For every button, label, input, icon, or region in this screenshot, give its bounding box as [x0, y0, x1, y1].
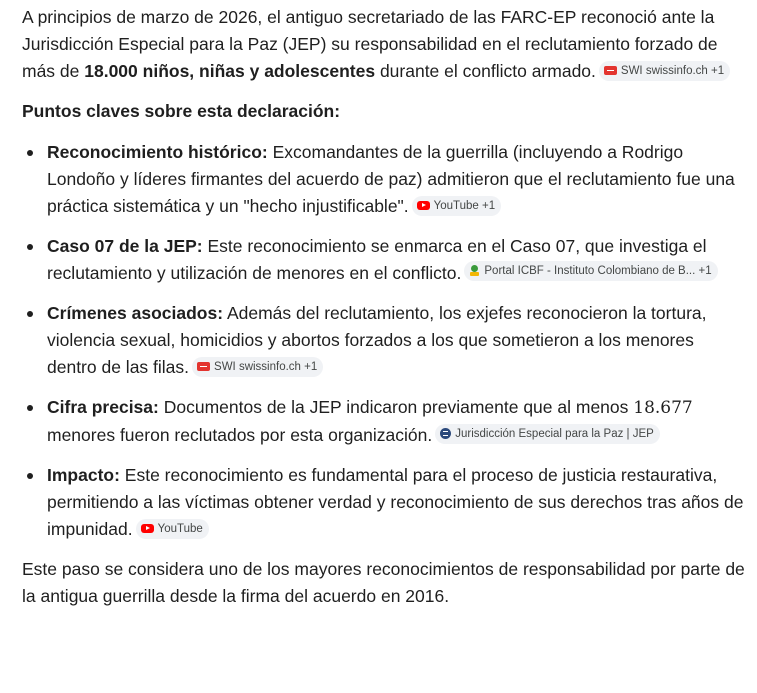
- item-title: Reconocimiento histórico:: [47, 142, 268, 162]
- item-text: Además del reclutamiento, los exjefes reconocieron la tortura, violencia sexual, homicidios y abortos forzados a los que sometieron a los menores dentro de las filas.: [47, 303, 707, 377]
- chip-label: Portal ICBF - Instituto Colombiano de B... +1: [484, 265, 712, 277]
- chip-label: Jurisdicción Especial para la Paz | JEP: [455, 427, 654, 440]
- item-title: Impacto:: [47, 465, 120, 485]
- chip-label: SWI swissinfo.ch +1: [214, 360, 318, 373]
- item-title: Cifra precisa:: [47, 397, 159, 417]
- key-points-list: [22, 139, 747, 543]
- item-title: Crímenes asociados:: [47, 303, 224, 323]
- jep-icon: [440, 428, 451, 439]
- intro-text-end: durante el conflicto armado.: [375, 61, 596, 81]
- source-chip-jep[interactable]: [435, 424, 660, 444]
- list-item-crimenes: [22, 300, 747, 381]
- source-chip-icbf[interactable]: [464, 261, 717, 281]
- chip-label: SWI swissinfo.ch +1: [620, 64, 725, 77]
- item-text: Este reconocimiento se enmarca en el Caso 07, que investiga el reclutamiento y utilización de menores en el conflicto.: [47, 236, 707, 283]
- item-text: Este reconocimiento es fundamental para el proceso de justicia restaurativa, permitiendo a las víctimas obtener verdad y reconocimiento de sus derechos tras años de impunidad.: [47, 465, 744, 539]
- intro-text: A principios de marzo de 2026, el antiguo secretariado de las FARC-EP reconoció ante la Jurisdicción Especial para la Paz (JEP) su responsabilidad en el reclutamiento forzado de más de: [22, 7, 718, 81]
- intro-bold: 18.000 niños, niñas y adolescentes: [84, 61, 376, 81]
- chip-label: YouTube +1: [433, 199, 496, 212]
- swissinfo-icon: [604, 66, 617, 75]
- item-text-end: menores fueron reclutados por esta organización.: [47, 425, 433, 445]
- closing-paragraph: Este paso se considera uno de los mayores reconocimientos de responsabilidad por parte de la antigua guerrilla desde la firma del acuerdo en 2016.: [22, 559, 745, 606]
- item-number: 18.677: [633, 398, 693, 418]
- list-item-cifra: [22, 394, 747, 449]
- list-item-caso07: [22, 233, 747, 287]
- source-chip-youtube[interactable]: [136, 519, 209, 539]
- source-chip-youtube[interactable]: [412, 196, 502, 216]
- item-text: Excomandantes de la guerrilla (incluyendo a Rodrigo Londoño y líderes firmantes del acuerdo de paz) admitieron que el reclutamiento fue una práctica sistemática y un "hecho injustificable".: [47, 142, 735, 216]
- swissinfo-icon: [197, 362, 210, 371]
- chip-label: YouTube: [157, 522, 203, 535]
- youtube-icon: [417, 201, 430, 210]
- youtube-icon: [141, 524, 154, 533]
- source-chip-swissinfo[interactable]: [599, 61, 730, 81]
- icbf-icon: [469, 265, 480, 277]
- list-item-impacto: [22, 462, 747, 543]
- item-title: Caso 07 de la JEP:: [47, 236, 203, 256]
- section-heading: Puntos claves sobre esta declaración:: [22, 101, 341, 121]
- list-item-reconocimiento: [22, 139, 747, 220]
- item-text: Documentos de la JEP indicaron previamente que al menos: [158, 397, 634, 417]
- source-chip-swissinfo[interactable]: [192, 357, 323, 377]
- intro-paragraph: [22, 4, 747, 85]
